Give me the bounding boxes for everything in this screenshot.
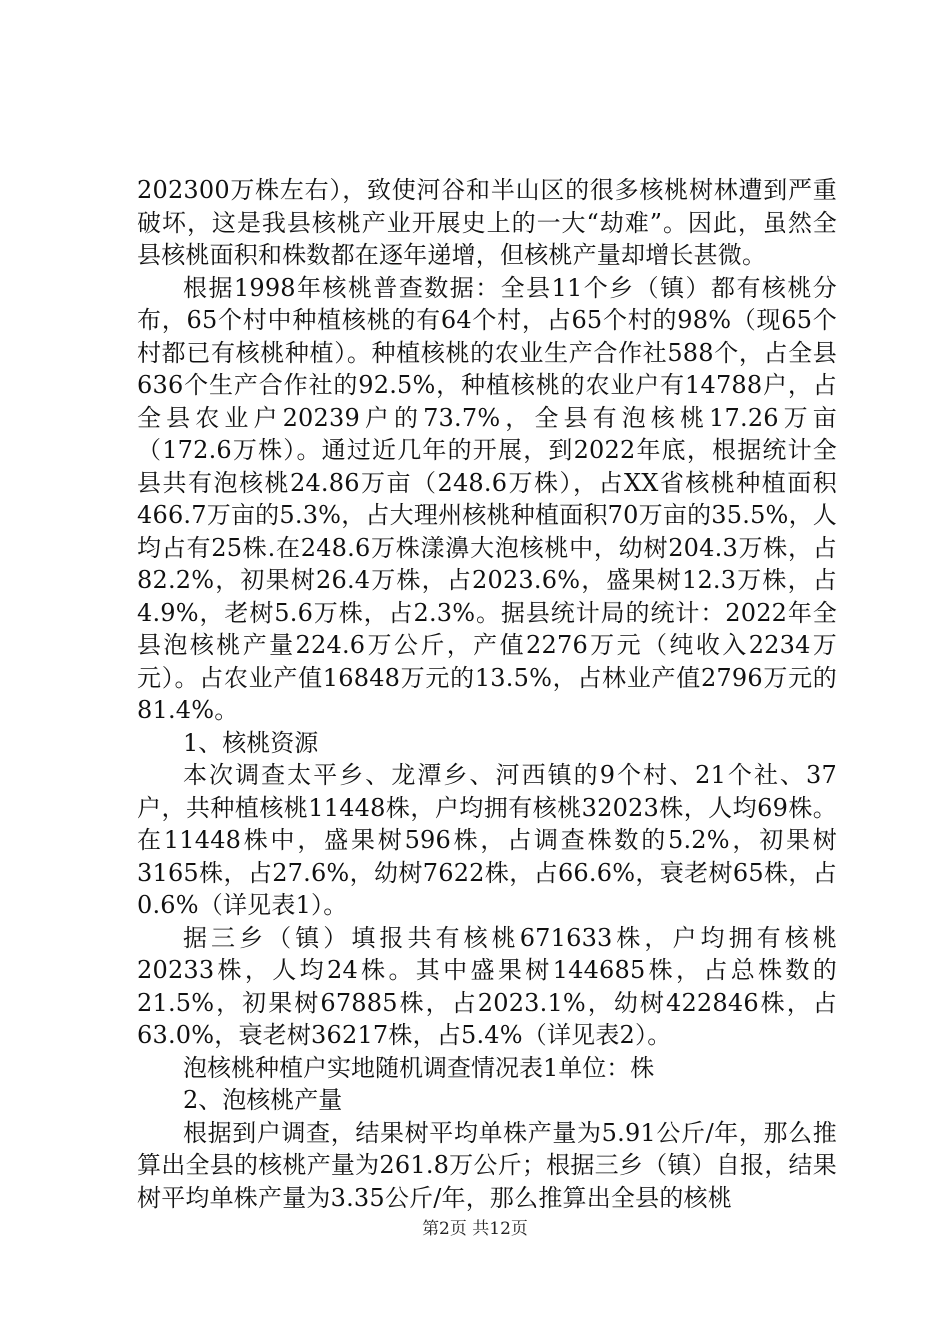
- section-heading-walnut-yield: 2、泡核桃产量: [183, 1086, 343, 1114]
- paragraph-damage-summary: 202300万株左右），致使河谷和半山区的很多核桃树林遭到严重破坏，这是我县核桃产业开展史上的一大“劫难”。因此，虽然全县核桃面积和株数都在逐年递增，但核桃产量却增长甚微。: [137, 176, 837, 269]
- paragraph-yield-estimate: 根据到户调查，结果树平均单株产量为5.91公斤/年，那么推算出全县的核桃产量为261.8万公斤；根据三乡（镇）自报，结果树平均单株产量为3.35公斤/年，那么推算出全县的核桃: [137, 1118, 837, 1212]
- page-number-footer: 第2页 共12页: [422, 1219, 528, 1239]
- paragraph-township-report: 据三乡（镇）填报共有核桃671633株，户均拥有核桃20233株，人均24株。其中盛果树144685株，占总株数的21.5%，初果树67885株，占2023.1%，幼树422846株，占63.0%，衰老树36217株，占5.4%（详见表2）。: [137, 923, 837, 1049]
- table-caption: 泡核桃种植户实地随机调查情况表1单位：株: [183, 1053, 655, 1082]
- paragraph-census-data: 根据1998年核桃普查数据：全县11个乡（镇）都有核桃分布，65个村中种植核桃的有64个村，占65个村的98%（现65个村都已有核桃种植）。种植核桃的农业生产合作社588个，占全县636个生产合作社的92.5%，种植核桃的农业户有14788户，占全县农业户20239户的73.7%，全县有泡核桃17.26万亩（172.6万株）。通过近几年的开展，到2022年底，根据统计全县共有泡核桃24.86万亩（248.6万株），占XX省核桃种植面积466.7万亩的5.3%，占大理州核桃种植面积70万亩的35.5%，人均占有25株.在248.6万株漾濞大泡核桃中，幼树204.3万株，占82.2%，初果树26.4万株，占2023.6%，盛果树12.3万株，占4.9%，老树5.6万株，占2.3%。据县统计局的统计：2022年全县泡核桃产量224.6万公斤，产值2276万元（纯收入2234万元）。占农业产值16848万元的13.5%，占林业产值2796万元的81.4%。: [137, 273, 837, 724]
- section-heading-walnut-resources: 1、核桃资源: [183, 728, 319, 757]
- document-body: [137, 174, 837, 1214]
- paragraph-survey-results: 本次调查太平乡、龙潭乡、河西镇的9个村、21个社、37户，共种植核桃11448株，户均拥有核桃32023株，人均69株。在11448株中，盛果树596株，占调查株数的5.2%，初果树3165株，占27.6%，幼树7622株，占66.6%，衰老树65株，占0.6%（详见表1）。: [137, 761, 837, 919]
